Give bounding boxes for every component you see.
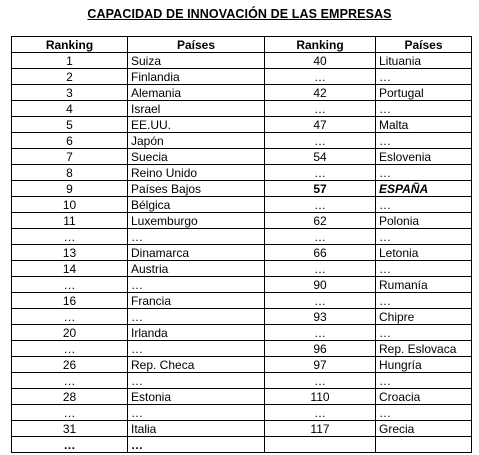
table-row xyxy=(12,69,472,85)
country-right-cell: … xyxy=(376,405,472,421)
table-row xyxy=(12,421,472,437)
table-row xyxy=(12,373,472,389)
country-right-cell: Grecia xyxy=(376,421,472,437)
country-right-cell: Portugal xyxy=(376,85,472,101)
country-left-cell: Países Bajos xyxy=(128,181,265,197)
table-row xyxy=(12,165,472,181)
country-right-cell: Rep. Eslovaca xyxy=(376,341,472,357)
country-right-cell: … xyxy=(376,197,472,213)
table-row xyxy=(12,293,472,309)
table-row xyxy=(12,53,472,69)
country-right-cell: … xyxy=(376,261,472,277)
rank-right-cell: 47 xyxy=(265,117,376,133)
table-row xyxy=(12,213,472,229)
document-title: CAPACIDAD DE INNOVACIÓN DE LAS EMPRESAS xyxy=(87,7,392,21)
country-right-cell: … xyxy=(376,133,472,149)
rank-left-cell: … xyxy=(12,277,128,293)
country-left-cell: … xyxy=(128,341,265,357)
country-left-cell: Dinamarca xyxy=(128,245,265,261)
country-right-cell xyxy=(376,437,472,453)
rank-left-cell: 28 xyxy=(12,389,128,405)
rank-left-cell: 2 xyxy=(12,69,128,85)
country-left-cell: Reino Unido xyxy=(128,165,265,181)
rank-right-cell: 54 xyxy=(265,149,376,165)
table-body xyxy=(12,53,472,453)
rank-left-cell: 31 xyxy=(12,421,128,437)
country-right-cell: … xyxy=(376,101,472,117)
rank-left-cell: … xyxy=(12,341,128,357)
country-right-cell: Rumanía xyxy=(376,277,472,293)
rank-left-cell: 4 xyxy=(12,101,128,117)
country-left-cell: Luxemburgo xyxy=(128,213,265,229)
rank-left-cell: … xyxy=(12,309,128,325)
rank-right-cell: 90 xyxy=(265,277,376,293)
table-row xyxy=(12,357,472,373)
country-right-cell: … xyxy=(376,229,472,245)
table-row xyxy=(12,229,472,245)
table-row xyxy=(12,309,472,325)
rank-left-cell: 1 xyxy=(12,53,128,69)
table-row xyxy=(12,325,472,341)
rank-left-cell: 11 xyxy=(12,213,128,229)
rank-right-cell: … xyxy=(265,293,376,309)
country-right-cell: Polonia xyxy=(376,213,472,229)
country-left-cell: Austria xyxy=(128,261,265,277)
table-row xyxy=(12,245,472,261)
rank-left-cell: 14 xyxy=(12,261,128,277)
rank-right-cell: 97 xyxy=(265,357,376,373)
rank-left-cell: 26 xyxy=(12,357,128,373)
table-row xyxy=(12,117,472,133)
header-row xyxy=(12,37,472,53)
rank-left-cell: … xyxy=(12,373,128,389)
table-row xyxy=(12,85,472,101)
country-left-cell: Francia xyxy=(128,293,265,309)
country-right-cell: Hungría xyxy=(376,357,472,373)
table-row xyxy=(12,133,472,149)
country-left-cell: … xyxy=(128,437,265,453)
country-left-cell: … xyxy=(128,373,265,389)
rank-left-cell: 7 xyxy=(12,149,128,165)
rank-left-cell: 6 xyxy=(12,133,128,149)
table-row xyxy=(12,149,472,165)
country-left-cell: Japón xyxy=(128,133,265,149)
country-right-cell: Malta xyxy=(376,117,472,133)
rank-right-cell: … xyxy=(265,373,376,389)
country-left-cell: Israel xyxy=(128,101,265,117)
rank-right-cell: … xyxy=(265,229,376,245)
rank-left-cell: 3 xyxy=(12,85,128,101)
country-left-cell: Bélgica xyxy=(128,197,265,213)
rank-right-cell: … xyxy=(265,101,376,117)
country-left-cell: Estonia xyxy=(128,389,265,405)
country-right-cell: … xyxy=(376,165,472,181)
table-row xyxy=(12,261,472,277)
rank-left-cell: 16 xyxy=(12,293,128,309)
rank-left-cell: 20 xyxy=(12,325,128,341)
country-right-cell: … xyxy=(376,325,472,341)
country-right-cell: Letonia xyxy=(376,245,472,261)
rank-left-cell: 9 xyxy=(12,181,128,197)
country-right-cell: Chipre xyxy=(376,309,472,325)
country-left-cell: Rep. Checa xyxy=(128,357,265,373)
country-left-cell: … xyxy=(128,405,265,421)
country-left-cell: Alemania xyxy=(128,85,265,101)
header-countries-left: Países xyxy=(128,37,265,53)
table-row xyxy=(12,101,472,117)
country-right-cell: Eslovenia xyxy=(376,149,472,165)
rank-right-cell: … xyxy=(265,405,376,421)
rank-right-cell: 117 xyxy=(265,421,376,437)
rank-right-cell: 40 xyxy=(265,53,376,69)
table-row xyxy=(12,181,472,197)
country-left-cell: Irlanda xyxy=(128,325,265,341)
rank-right-cell xyxy=(265,437,376,453)
country-left-cell: Suecia xyxy=(128,149,265,165)
country-left-cell: … xyxy=(128,309,265,325)
table-row xyxy=(12,197,472,213)
rank-left-cell: 10 xyxy=(12,197,128,213)
table-header xyxy=(12,37,472,53)
country-right-cell: … xyxy=(376,373,472,389)
country-right-cell: ESPAÑA xyxy=(376,181,472,197)
country-left-cell: Italia xyxy=(128,421,265,437)
header-ranking-right: Ranking xyxy=(265,37,376,53)
rank-left-cell: … xyxy=(12,437,128,453)
rank-right-cell: … xyxy=(265,197,376,213)
ranking-table xyxy=(11,36,472,453)
table-row xyxy=(12,341,472,357)
header-ranking-left: Ranking xyxy=(12,37,128,53)
rank-left-cell: 8 xyxy=(12,165,128,181)
rank-left-cell: 5 xyxy=(12,117,128,133)
rank-right-cell: … xyxy=(265,325,376,341)
rank-right-cell: 62 xyxy=(265,213,376,229)
table-row xyxy=(12,389,472,405)
rank-right-cell: 110 xyxy=(265,389,376,405)
country-right-cell: … xyxy=(376,293,472,309)
country-right-cell: Lituania xyxy=(376,53,472,69)
rank-right-cell: … xyxy=(265,69,376,85)
header-countries-right: Países xyxy=(376,37,472,53)
country-left-cell: Finlandia xyxy=(128,69,265,85)
rank-left-cell: … xyxy=(12,229,128,245)
country-left-cell: … xyxy=(128,229,265,245)
rank-right-cell: 96 xyxy=(265,341,376,357)
country-right-cell: … xyxy=(376,69,472,85)
table-row xyxy=(12,405,472,421)
rank-right-cell: … xyxy=(265,133,376,149)
rank-right-cell: 42 xyxy=(265,85,376,101)
rank-left-cell: 13 xyxy=(12,245,128,261)
table-row xyxy=(12,437,472,453)
rank-right-cell: 93 xyxy=(265,309,376,325)
rank-right-cell: 66 xyxy=(265,245,376,261)
country-left-cell: … xyxy=(128,277,265,293)
country-left-cell: EE.UU. xyxy=(128,117,265,133)
rank-right-cell: 57 xyxy=(265,181,376,197)
table-row xyxy=(12,277,472,293)
country-left-cell: Suiza xyxy=(128,53,265,69)
rank-right-cell: … xyxy=(265,165,376,181)
rank-left-cell: … xyxy=(12,405,128,421)
country-right-cell: Croacia xyxy=(376,389,472,405)
rank-right-cell: … xyxy=(265,261,376,277)
